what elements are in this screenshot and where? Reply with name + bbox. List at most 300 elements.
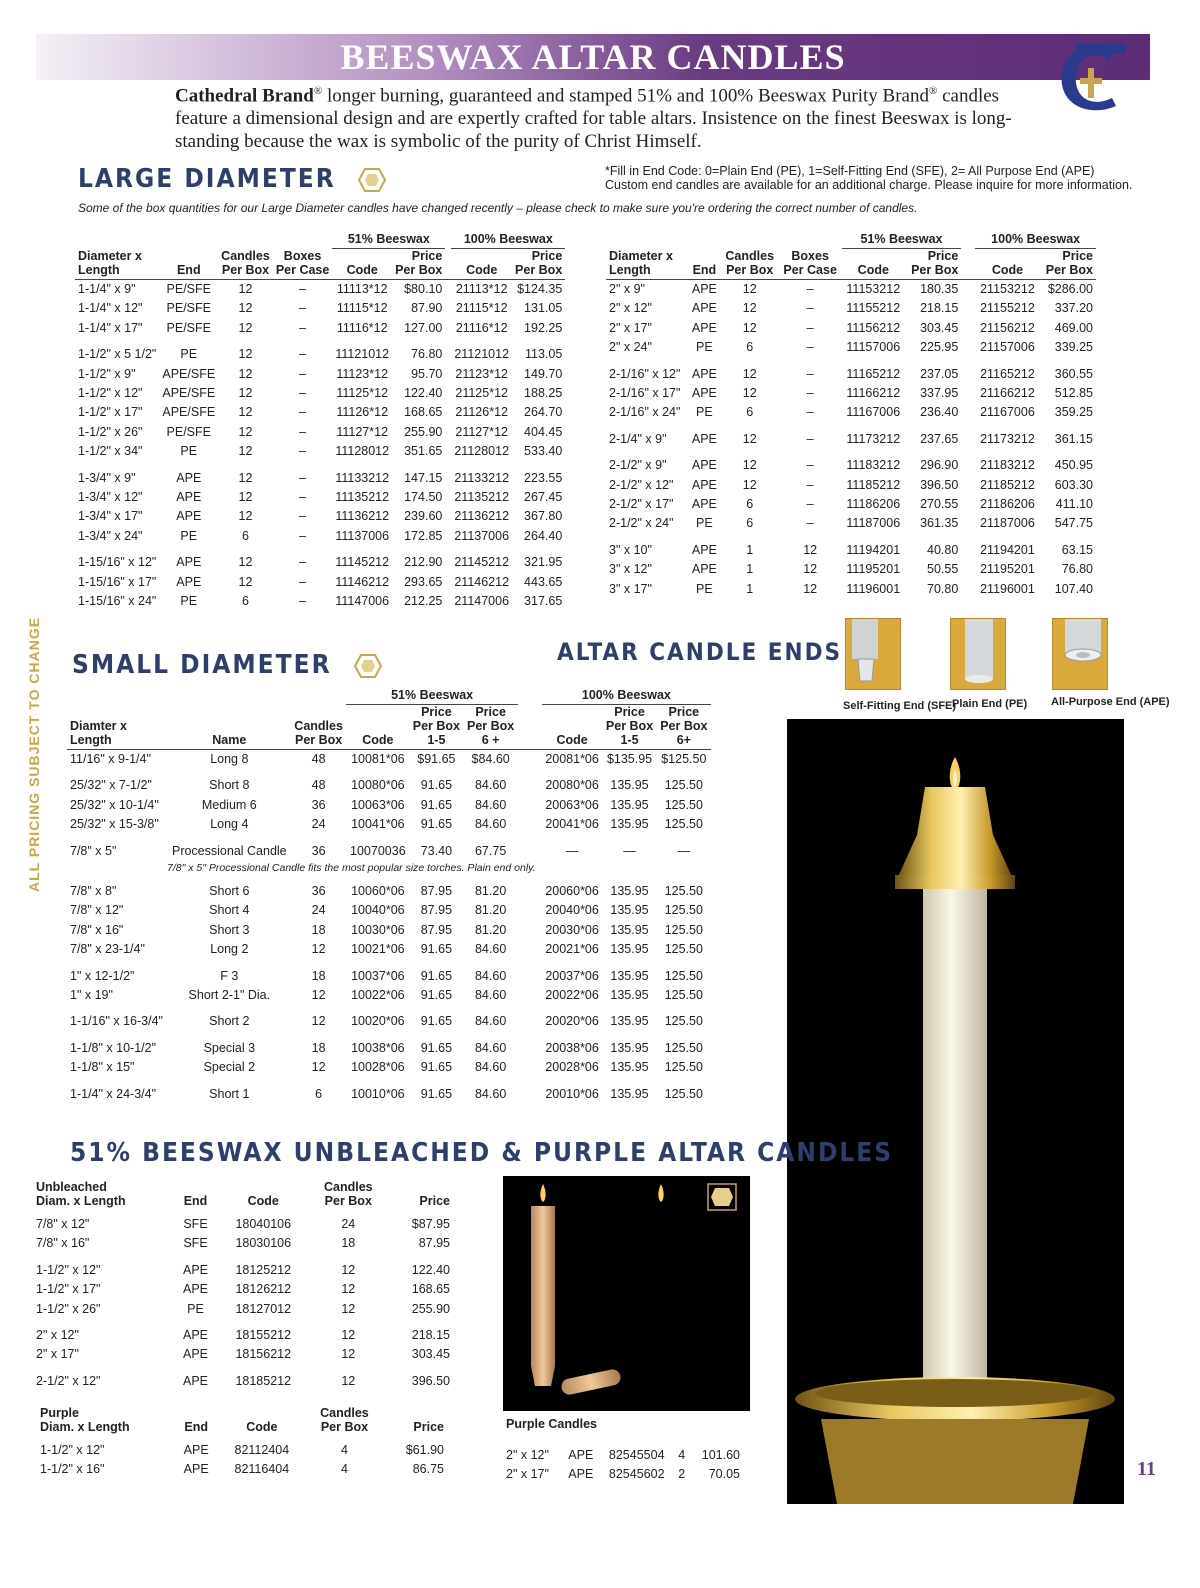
table-cell: PE <box>696 516 713 531</box>
table-cell: 12 <box>238 424 253 439</box>
table-row <box>75 403 565 422</box>
table-row <box>37 1460 447 1479</box>
table-cell: 12 <box>803 562 818 577</box>
table-row <box>606 365 1096 384</box>
table-cell: 11183212 <box>846 458 901 473</box>
table-cell: 168.65 <box>411 1282 450 1297</box>
table-cell: 135.95 <box>610 1040 649 1055</box>
col-price-51: Price Per Box <box>392 249 445 280</box>
small-col-price-15-100: Price Per Box 1-5 <box>602 705 656 750</box>
table-cell: 82116404 <box>234 1462 290 1477</box>
table-cell: 2-1/16" x 24" <box>609 405 681 420</box>
table-cell: – <box>299 594 307 609</box>
table-cell: 7/8" x 16" <box>70 922 124 937</box>
purple-col-diameter: Purple Diam. x Length <box>40 1406 130 1434</box>
table-cell: 172.85 <box>404 528 443 543</box>
table-cell: 125.50 <box>664 1040 703 1055</box>
table-cell: – <box>806 431 814 446</box>
table-cell: 1-1/2" x 16" <box>40 1462 105 1477</box>
table-cell: 1-1/4" x 24-3/4" <box>70 1086 157 1101</box>
table-cell: 11165212 <box>846 366 901 381</box>
table-row <box>33 1345 453 1364</box>
table-cell: 1-1/2" x 12" <box>78 386 143 401</box>
grp-100-right: 100% Beeswax <box>975 232 1096 249</box>
table-cell: 1" x 19" <box>70 988 113 1003</box>
table-cell: 21146212 <box>454 574 510 589</box>
table-cell: – <box>806 386 814 401</box>
table-cell: 18155212 <box>235 1328 292 1343</box>
page-number: 11 <box>1137 1458 1156 1480</box>
table-cell: 135.95 <box>610 884 649 899</box>
small-diameter-title: SMALL DIAMETER <box>72 650 332 680</box>
table-cell: APE <box>176 509 202 524</box>
table-cell: 11135212 <box>335 490 390 505</box>
table-cell: 212.25 <box>404 594 443 609</box>
table-cell: – <box>299 444 307 459</box>
col-diameter: Diameter x Length <box>75 249 159 280</box>
table-row <box>606 338 1096 357</box>
table-cell: 12 <box>803 542 818 557</box>
table-cell: 255.90 <box>404 424 443 439</box>
table-row <box>33 1280 453 1299</box>
table-cell: 360.55 <box>1054 366 1093 381</box>
table-cell: 91.65 <box>420 1086 453 1101</box>
table-cell: 12 <box>238 320 253 335</box>
table-cell: $91.65 <box>417 752 456 766</box>
table-cell: – <box>806 477 814 492</box>
table-cell: 21196001 <box>980 581 1035 596</box>
col-end: End <box>159 249 218 280</box>
col-boxes: Boxes Per Case <box>273 249 333 280</box>
table-cell: 10060*06 <box>351 884 405 899</box>
table-row <box>503 1465 743 1484</box>
table-cell: 91.65 <box>420 968 453 983</box>
table-cell: 225.95 <box>920 340 959 355</box>
table-cell: PE <box>180 347 198 362</box>
table-cell: 20010*06 <box>545 1086 599 1101</box>
table-cell: 21155212 <box>980 301 1035 316</box>
table-cell: 12 <box>238 555 253 570</box>
small-col-price-6-51: Price Per Box 6 + <box>464 705 518 750</box>
table-cell: 10070036 <box>350 843 406 858</box>
table-cell: 18 <box>311 922 326 937</box>
table-cell: 11126*12 <box>336 405 389 420</box>
table-cell: Short 2 <box>209 1014 250 1029</box>
table-cell: 18156212 <box>235 1347 292 1362</box>
table-cell: 11127*12 <box>336 424 389 439</box>
table-cell: 11136212 <box>335 509 390 524</box>
table-cell: APE <box>176 490 202 505</box>
table-cell: 82545602 <box>608 1467 665 1482</box>
table-row <box>33 1261 453 1280</box>
table-cell: 270.55 <box>920 497 959 512</box>
table-cell: 223.55 <box>524 470 563 485</box>
ape-label: All-Purpose End (APE) <box>1051 696 1170 708</box>
table-cell: 359.25 <box>1054 405 1093 420</box>
table-cell: 12 <box>341 1328 356 1343</box>
table-cell: $286.00 <box>1047 282 1093 296</box>
table-cell: 11185212 <box>846 477 901 492</box>
table-cell: 1-3/4" x 12" <box>78 490 143 505</box>
beeswax-hex-icon-2 <box>354 654 382 678</box>
small-diameter-heading <box>72 650 382 680</box>
table-cell: 12 <box>238 282 253 296</box>
table-cell: 6 <box>746 516 754 531</box>
table-row <box>67 1058 711 1077</box>
table-row <box>606 280 1096 300</box>
table-cell: 12 <box>311 988 326 1003</box>
reg-mark: ® <box>313 85 323 97</box>
table-cell: 450.95 <box>1054 458 1093 473</box>
altar-candle-ends-title: ALTAR CANDLE ENDS <box>557 638 843 666</box>
table-cell: 20080*06 <box>545 778 599 793</box>
table-cell: APE <box>176 470 202 485</box>
table-cell: 1-3/4" x 17" <box>78 509 143 524</box>
table-cell: 20038*06 <box>545 1040 599 1055</box>
table-row <box>606 319 1096 338</box>
table-cell: – <box>299 301 307 316</box>
table-cell: 21166212 <box>980 386 1035 401</box>
table-cell: Short 6 <box>209 884 250 899</box>
table-cell: Short 8 <box>209 778 250 793</box>
table-cell: 21145212 <box>454 555 510 570</box>
table-row <box>606 560 1096 579</box>
table-cell: 603.30 <box>1054 477 1093 492</box>
table-cell: 7/8" x 12" <box>70 903 124 918</box>
table-cell: 135.95 <box>610 988 649 1003</box>
table-cell: 411.10 <box>1055 497 1093 512</box>
table-cell: 135.95 <box>610 1014 649 1029</box>
table-row <box>75 469 565 488</box>
table-cell: 3" x 10" <box>609 542 652 557</box>
table-row <box>75 573 565 592</box>
table-cell: $80.10 <box>404 282 443 296</box>
table-cell: 6 <box>746 405 754 420</box>
table-cell: 1-1/2" x 12" <box>40 1443 105 1457</box>
table-cell: 20020*06 <box>545 1014 599 1029</box>
table-cell: 18 <box>311 968 326 983</box>
table-cell: 361.15 <box>1054 431 1093 446</box>
table-cell: 293.65 <box>404 574 443 589</box>
table-cell: 12 <box>238 490 253 505</box>
pricing-subject-note: ALL PRICING SUBJECT TO CHANGE <box>26 616 42 892</box>
table-cell: 21127*12 <box>455 424 508 439</box>
table-cell: 135.95 <box>610 968 649 983</box>
table-cell: 1-1/4" x 17" <box>78 320 143 335</box>
table-cell: 21137006 <box>454 528 510 543</box>
table-cell: 2 <box>678 1467 686 1482</box>
table-cell: 11173212 <box>846 431 901 446</box>
small-col-candles: Candles Per Box <box>291 705 347 750</box>
table-cell: 10022*06 <box>351 988 405 1003</box>
table-cell: 135.95 <box>610 903 649 918</box>
table-cell: Short 1 <box>209 1086 250 1101</box>
table-cell: 36 <box>311 843 326 858</box>
table-cell: 87.95 <box>420 922 453 937</box>
table-cell: 255.90 <box>411 1301 450 1316</box>
table-cell: 236.40 <box>920 405 959 420</box>
table-row <box>75 384 565 403</box>
table-cell: 91.65 <box>420 1040 453 1055</box>
table-cell: 2-1/2" x 17" <box>609 497 674 512</box>
table-cell: 21195201 <box>980 562 1035 577</box>
table-cell: 1-1/16" x 16-3/4" <box>70 1014 163 1029</box>
table-cell: APE <box>691 320 717 335</box>
large-diameter-table-left <box>75 232 565 612</box>
table-cell: 21128012 <box>454 444 510 459</box>
table-cell: APE <box>691 458 717 473</box>
table-cell: 12 <box>742 301 757 316</box>
table-row <box>67 921 711 940</box>
cathedral-logo-icon <box>1052 38 1132 118</box>
table-cell: 84.60 <box>474 778 507 793</box>
unb-col-code: Code <box>247 1194 279 1208</box>
table-cell: 21136212 <box>454 509 510 524</box>
table-row <box>37 1441 447 1460</box>
table-cell: 2-1/2" x 9" <box>609 458 667 473</box>
table-cell: – <box>806 366 814 381</box>
table-cell: APE <box>691 431 717 446</box>
table-cell: 18185212 <box>235 1373 292 1388</box>
table-cell: 7/8" x 16" <box>36 1236 90 1251</box>
table-cell: – <box>299 424 307 439</box>
table-cell: 125.50 <box>664 817 703 832</box>
table-cell: 396.50 <box>920 477 959 492</box>
table-cell: 21126*12 <box>455 405 508 420</box>
table-cell: 7/8" x 23-1/4" <box>70 942 145 957</box>
table-cell: APE <box>183 1282 209 1297</box>
table-cell: 267.45 <box>524 490 563 505</box>
table-cell: 11137006 <box>335 528 390 543</box>
table-cell: 6 <box>242 594 249 609</box>
table-cell: 11133212 <box>335 470 390 485</box>
table-cell: – <box>806 458 814 473</box>
table-cell: APE <box>183 1373 209 1388</box>
table-cell: 218.15 <box>411 1328 450 1343</box>
table-cell: 4 <box>678 1448 686 1462</box>
table-cell: $124.35 <box>517 282 563 296</box>
table-cell: 11194201 <box>846 542 901 557</box>
table-cell: 12 <box>238 386 253 401</box>
table-cell: 21167006 <box>980 405 1035 420</box>
table-cell: 20037*06 <box>545 968 599 983</box>
title-banner <box>36 34 1150 80</box>
table-cell: 12 <box>742 282 757 296</box>
table-cell: 21147006 <box>454 594 510 609</box>
table-cell: 361.35 <box>920 516 959 531</box>
table-cell: 12 <box>742 386 757 401</box>
table-cell: 11147006 <box>335 594 390 609</box>
table-cell: 87.90 <box>411 301 443 316</box>
table-cell: 87.95 <box>420 903 453 918</box>
table-cell: 168.65 <box>404 405 443 420</box>
table-cell: 180.35 <box>920 282 959 296</box>
large-diameter-table-right <box>606 232 1096 599</box>
table-cell: 303.45 <box>920 320 959 335</box>
table-cell: 533.40 <box>524 444 563 459</box>
col-price-100: Price Per Box <box>512 249 565 280</box>
sfe-label: Self-Fitting End (SFE) <box>843 700 957 712</box>
table-cell: 239.60 <box>404 509 443 524</box>
table-cell: 6 <box>746 340 754 355</box>
table-cell: 192.25 <box>524 320 563 335</box>
table-cell: 125.50 <box>664 884 703 899</box>
purple-candles-title: Purple Candles <box>506 1417 597 1431</box>
table-cell: 12 <box>742 320 757 335</box>
table-cell: – <box>806 516 814 531</box>
table-row <box>67 750 711 770</box>
table-cell: APE <box>691 562 717 577</box>
table-cell: 86.75 <box>412 1462 444 1477</box>
large-diameter-heading <box>78 164 386 194</box>
table-cell: 122.40 <box>411 1262 450 1277</box>
col-boxes-right: Boxes Per Case <box>779 249 842 280</box>
table-cell: 2-1/2" x 12" <box>609 477 674 492</box>
table-row <box>75 527 565 546</box>
table-cell: 10010*06 <box>351 1086 405 1101</box>
table-cell: 11128012 <box>335 444 390 459</box>
unbleached-table <box>33 1180 453 1391</box>
table-cell: 21187006 <box>980 516 1035 531</box>
table-row <box>75 280 565 300</box>
table-row <box>606 384 1096 403</box>
table-cell: 11125*12 <box>336 386 389 401</box>
table-cell: 296.90 <box>920 458 959 473</box>
table-cell: APE <box>691 386 717 401</box>
table-cell: 1-1/4" x 12" <box>78 301 143 316</box>
table-cell: – <box>299 320 307 335</box>
table-cell: – <box>299 405 307 420</box>
table-cell: 18125212 <box>235 1262 292 1277</box>
table-cell: 12 <box>341 1373 356 1388</box>
table-cell: PE <box>696 581 713 596</box>
unbleached-heading: 51% BEESWAX UNBLEACHED & PURPLE ALTAR CANDLES <box>70 1138 894 1168</box>
small-col-price-15-51: Price Per Box 1-5 <box>409 705 463 750</box>
table-row <box>75 365 565 384</box>
table-row <box>606 403 1096 422</box>
table-cell: 18126212 <box>235 1282 292 1297</box>
table-cell: 135.95 <box>610 922 649 937</box>
table-cell: 20081*06 <box>545 752 599 766</box>
table-cell: 469.00 <box>1054 320 1093 335</box>
table-row <box>67 1085 711 1104</box>
ape-image <box>1052 618 1108 690</box>
table-row <box>33 1326 453 1345</box>
page-title: BEESWAX ALTAR CANDLES <box>340 37 846 77</box>
table-cell: – <box>806 405 814 420</box>
table-cell: 6 <box>315 1086 323 1101</box>
table-cell: 91.65 <box>420 1060 453 1075</box>
table-cell: 12 <box>311 1014 326 1029</box>
purple-table <box>37 1406 447 1480</box>
table-cell: 84.60 <box>474 817 507 832</box>
table-cell: APE <box>691 301 717 316</box>
table-cell: Processional Candle <box>171 843 287 858</box>
table-cell: 125.50 <box>664 903 703 918</box>
table-cell: APE/SFE <box>162 386 216 401</box>
table-cell: 11123*12 <box>336 366 389 381</box>
table-cell: 10080*06 <box>351 778 405 793</box>
table-cell: – <box>806 320 814 335</box>
col-code-100: Code <box>451 249 512 280</box>
table-cell: 7/8" x 12" <box>36 1217 90 1231</box>
table-cell: 125.50 <box>664 922 703 937</box>
table-row <box>75 345 565 364</box>
table-cell: – <box>299 509 307 524</box>
table-cell: 4 <box>340 1443 348 1457</box>
table-cell: 18 <box>311 1040 326 1055</box>
table-cell: 125.50 <box>664 778 703 793</box>
table-cell: PE/SFE <box>166 320 211 335</box>
table-cell: 2" x 9" <box>609 282 645 296</box>
table-cell: 25/32" x 7-1/2" <box>70 778 152 793</box>
table-cell: 12 <box>341 1282 356 1297</box>
grp-51: 51% Beeswax <box>332 232 445 249</box>
table-cell: 7/8" x 8" <box>70 884 117 899</box>
table-cell: 10081*06 <box>351 752 405 766</box>
table-cell: APE <box>568 1448 594 1462</box>
table-cell: F 3 <box>220 968 239 983</box>
table-cell: 11196001 <box>846 581 901 596</box>
table-cell: 125.50 <box>664 942 703 957</box>
table-cell: 20041*06 <box>545 817 599 832</box>
table-cell: 11166212 <box>846 386 901 401</box>
small-col-price-6-100: Price Per Box 6+ <box>657 705 711 750</box>
table-cell: APE <box>176 574 202 589</box>
table-cell: 107.40 <box>1054 581 1093 596</box>
table-cell: APE <box>691 542 717 557</box>
table-cell: 1-1/4" x 9" <box>78 282 136 296</box>
table-cell: – <box>806 282 814 296</box>
table-cell: – <box>299 386 307 401</box>
table-cell: 135.95 <box>610 778 649 793</box>
intro-text-1: longer burning, guaranteed and stamped 51% and 100% Beeswax Purity Brand <box>322 85 929 107</box>
table-cell: 12 <box>238 509 253 524</box>
table-cell: 1-1/2" x 26" <box>78 424 143 439</box>
table-cell: 10041*06 <box>351 817 405 832</box>
table-cell: 10038*06 <box>351 1040 405 1055</box>
table-cell: 21123*12 <box>455 366 508 381</box>
col-candles: Candles Per Box <box>218 249 273 280</box>
table-cell: – <box>299 366 307 381</box>
end-code-note <box>605 164 1132 192</box>
col-code-51: Code <box>332 249 392 280</box>
table-cell: 21121012 <box>454 347 510 362</box>
table-cell: APE <box>691 497 717 512</box>
table-row <box>606 580 1096 599</box>
table-cell: 2" x 17" <box>506 1467 549 1482</box>
table-cell: 21185212 <box>980 477 1035 492</box>
table-cell: – <box>806 497 814 512</box>
table-cell: 12 <box>238 347 253 362</box>
small-col-name: Name <box>168 705 291 750</box>
table-row <box>75 592 565 611</box>
table-row <box>67 776 711 795</box>
table-cell: 237.65 <box>920 431 959 446</box>
table-cell: 87.95 <box>420 884 453 899</box>
small-diameter-table <box>67 688 711 1104</box>
table-cell: APE <box>183 1328 209 1343</box>
table-cell: 81.20 <box>474 903 507 918</box>
table-cell: 512.85 <box>1054 386 1093 401</box>
end-code-line-1: *Fill in End Code: 0=Plain End (PE), 1=Self-Fitting End (SFE), 2= All Purpose End (APE) <box>605 164 1095 178</box>
table-cell: Special 2 <box>203 1060 256 1075</box>
table-cell: 264.70 <box>524 405 563 420</box>
table-cell: SFE <box>183 1217 208 1231</box>
table-cell: PE/SFE <box>166 424 211 439</box>
table-cell: Short 4 <box>209 903 250 918</box>
table-cell: 20040*06 <box>545 903 599 918</box>
